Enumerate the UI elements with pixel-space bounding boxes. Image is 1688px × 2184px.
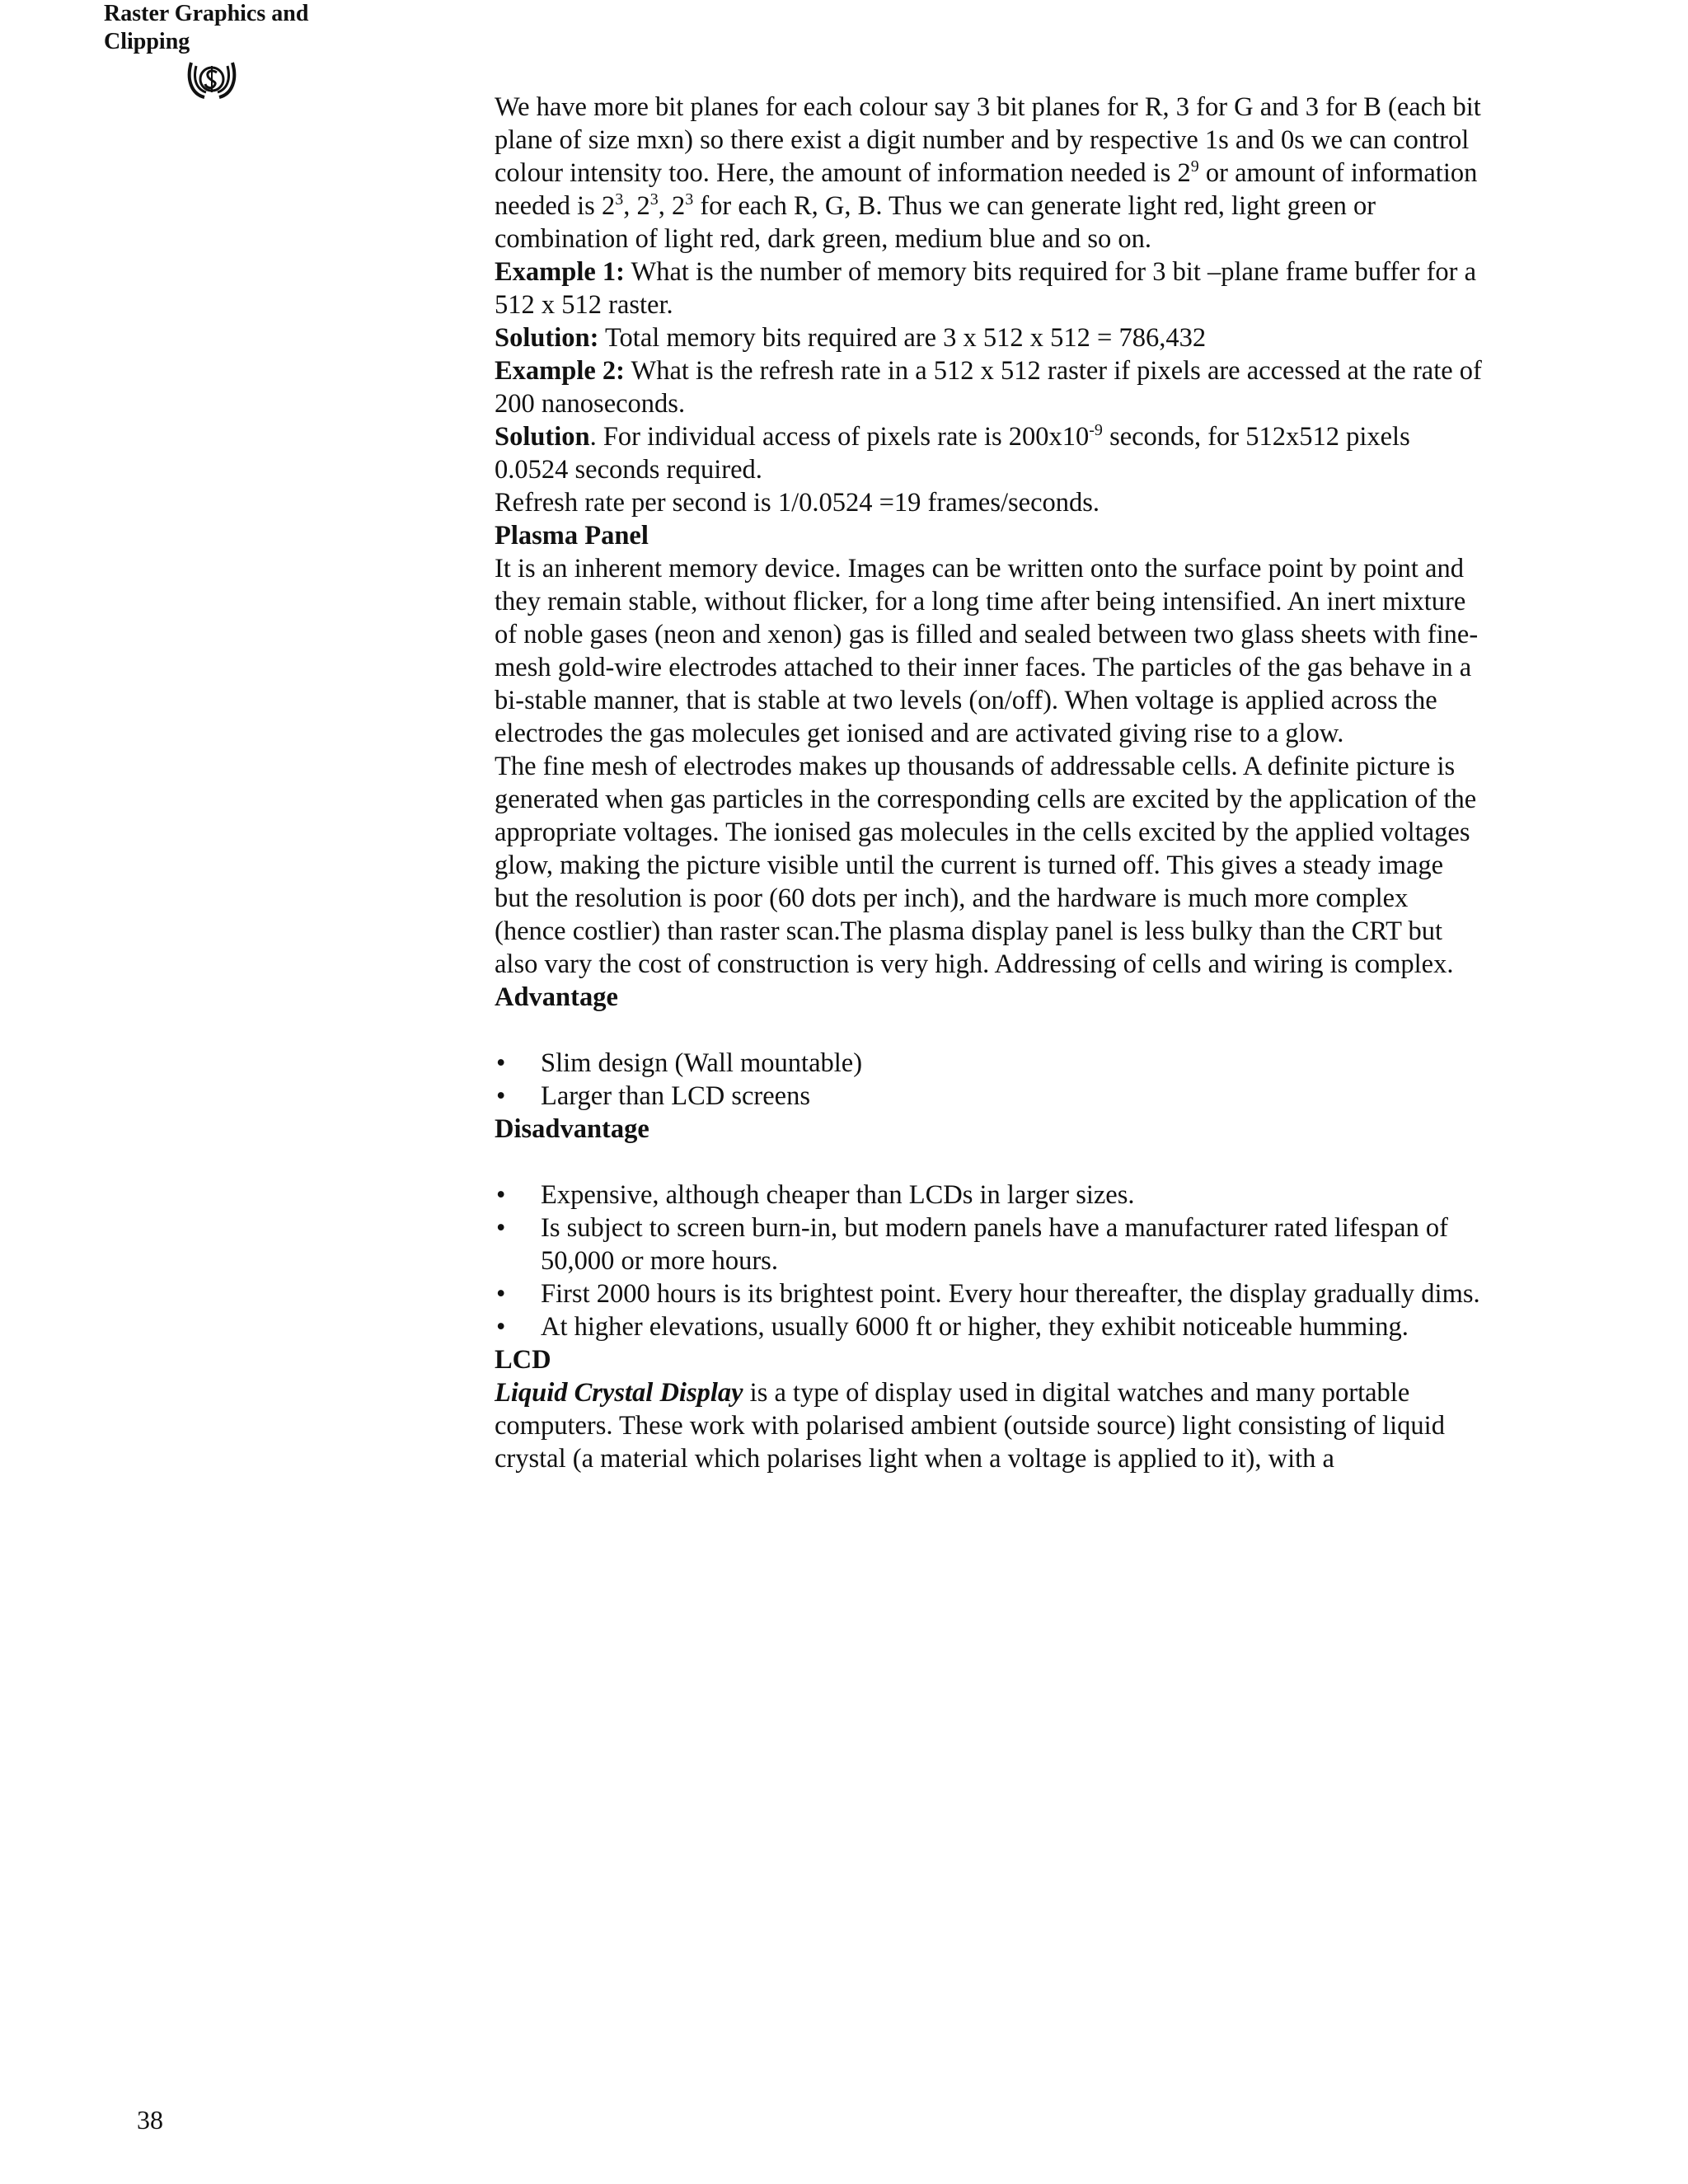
lcd-text: is a type of display used in digital watches and many portable computers. These work with polarised ambient (outside source) light consisting of liquid crystal (a material which polarises light when a voltage is applied to it), with a: [495, 1378, 1445, 1474]
example-1-label: Example 1:: [495, 257, 625, 287]
advantage-list: [495, 1047, 1484, 1113]
example-2-label: Example 2:: [495, 356, 625, 386]
advantage-heading: Advantage: [495, 982, 618, 1012]
exponent-3: 3: [685, 190, 694, 209]
list-item: • Larger than LCD screens: [495, 1080, 1484, 1113]
example-1-solution: [495, 321, 1484, 354]
list-item: • First 2000 hours is its brightest point. Every hour thereafter, the display gradually dims.: [495, 1277, 1484, 1310]
exponent-minus-9: -9: [1089, 421, 1103, 440]
plasma-paragraph-2: The fine mesh of electrodes makes up thousands of addressable cells. A definite picture is generated when gas particles in the corresponding cells are excited by the application of the appropriate voltages. The ionised gas molecules in the cells excited by the applied voltages glow, making the picture visible until the current is turned off. This gives a steady image but the resolution is poor (60 dots per inch), and the hardware is much more complex (hence costlier) than raster scan.The plasma display panel is less bulky than the CRT but also vary the cost of construction is very high. Addressing of cells and wiring is complex.: [495, 752, 1477, 979]
list-item: • Is subject to screen burn-in, but modern panels have a manufacturer rated lifespan of 50,000 or more hours.: [495, 1212, 1484, 1277]
exponent-9: 9: [1190, 157, 1199, 176]
intro-text-5: for each R, G, B. Thus we can generate light red, light green or combination of light red, dark green, medium blue and so on.: [495, 191, 1376, 254]
plasma-paragraph-1: It is an inherent memory device. Images can be written onto the surface point by point and they remain stable, without flicker, for a long time after being intensified. An inert mixture of noble gases (neon and xenon) gas is filled and sealed between two glass sheets with fine-mesh gold-wire electrodes attached to their inner faces. The particles of the gas behave in a bi-stable manner, that is stable at two levels (on/off). When voltage is applied across the electrodes the gas molecules get ionised and are activated giving rise to a glow.: [495, 554, 1479, 748]
solution-2-text-1: . For individual access of pixels rate is 200x10: [589, 422, 1090, 452]
list-item: • At higher elevations, usually 6000 ft or higher, they exhibit noticeable humming.: [495, 1310, 1484, 1343]
example-2-text: What is the refresh rate in a 512 x 512 raster if pixels are accessed at the rate of 200 nanoseconds.: [495, 356, 1482, 419]
intro-paragraph: [495, 91, 1484, 255]
lcd-paragraph: [495, 1376, 1484, 1475]
disadvantage-heading: Disadvantage: [495, 1114, 649, 1144]
example-2-solution: [495, 420, 1484, 486]
solution-2-text-2: seconds, for 512x512 pixels 0.0524 seconds required.: [495, 422, 1410, 485]
exponent-3: 3: [615, 190, 624, 209]
intro-text-3: , 2: [623, 191, 650, 221]
header-line-1: Raster Graphics and: [104, 1, 309, 26]
list-item: • Expensive, although cheaper than LCDs in larger sizes.: [495, 1179, 1484, 1212]
lcd-heading: LCD: [495, 1345, 551, 1375]
example-1-text: What is the number of memory bits required for 3 bit –plane frame buffer for a 512 x 512 raster.: [495, 257, 1477, 320]
example-2-question: [495, 354, 1484, 420]
header-line-2: Clipping: [104, 29, 190, 54]
intro-text-2: or amount of information needed is 2: [495, 158, 1478, 221]
page-number: 38: [137, 2105, 163, 2135]
solution-1-text: Total memory bits required are 3 x 512 x 512 = 786,432: [598, 323, 1207, 353]
lcd-term: Liquid Crystal Display: [495, 1378, 743, 1408]
intro-text-4: , 2: [658, 191, 686, 221]
university-logo-icon: [186, 54, 237, 101]
refresh-rate-line: Refresh rate per second is 1/0.0524 =19 frames/seconds.: [495, 488, 1100, 518]
solution-2-label: Solution: [495, 422, 590, 452]
exponent-3: 3: [649, 190, 659, 209]
plasma-panel-heading: Plasma Panel: [495, 521, 649, 551]
disadvantage-list: [495, 1179, 1484, 1343]
solution-1-label: Solution:: [495, 323, 599, 353]
example-1-question: [495, 255, 1484, 321]
running-header: [104, 0, 308, 56]
list-item: • Slim design (Wall mountable): [495, 1047, 1484, 1080]
intro-text-1: We have more bit planes for each colour say 3 bit planes for R, 3 for G and 3 for B (each bit plane of size mxn) so there exist a digit number and by respective 1s and 0s we can control colour intensity too. Here, the amount of information needed is 2: [495, 92, 1481, 188]
page-content: [495, 91, 1484, 1475]
